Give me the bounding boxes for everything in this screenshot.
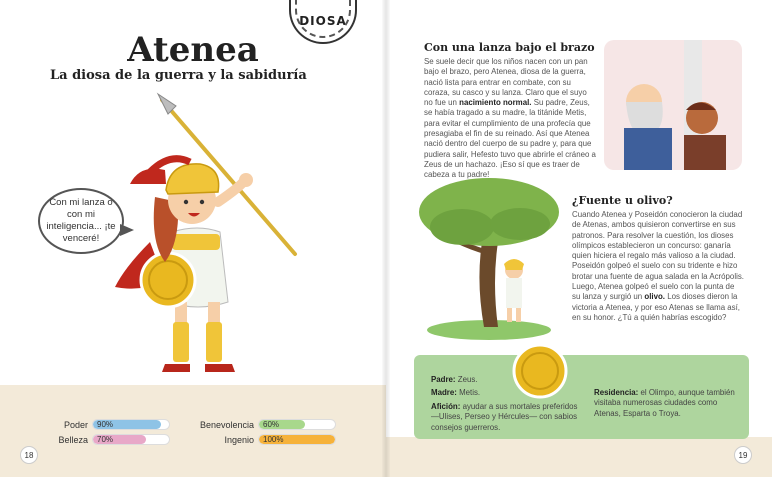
stat-label-benevolencia: Benevolencia <box>199 420 254 430</box>
section-text-lanza <box>424 57 596 181</box>
stat-label-belleza: Belleza <box>58 435 88 445</box>
left-footer-band <box>0 385 386 477</box>
athena-illustration <box>110 92 310 382</box>
section-heading-lanza: Con una lanza bajo el brazo <box>424 41 595 54</box>
page-number-right: 19 <box>734 446 752 464</box>
stat-fill-benevolencia: 60% <box>259 420 305 429</box>
fact-residencia-value: el Olimpo, aunque también visitaba numerosas ciudades como Atenas, Esparta o Troya. <box>594 388 735 418</box>
stat-bar-poder <box>92 419 170 430</box>
stat-bar-benevolencia <box>258 419 336 430</box>
section-text-fuente <box>572 210 744 323</box>
badge-label: DIOSA <box>299 14 347 28</box>
stat-fill-ingenio: 100% <box>259 435 335 444</box>
facts-box <box>414 355 749 439</box>
stat-label-poder: Poder <box>63 420 88 430</box>
badge-meander-border <box>295 0 351 38</box>
stat-bar-ingenio <box>258 434 336 445</box>
olive-tree-illustration <box>414 172 564 342</box>
fact-aficion-value: ayudar a sus mortales preferidos —Ulises, Perseo y Hércules— con sabios consejos guerreros. <box>431 402 578 432</box>
fact-residencia <box>594 388 742 419</box>
fuente-text-1: Cuando Atenea y Poseidón conocieron la ciudad de Atenas, ambos quisieron convertirse en sus patronos. Para resolver la cuestión, los dioses olímpicos establecieron un concurso: ganaría quien hiciera el regalo más valioso a la ciudad. Poseidón golpeó el suelo con su tridente e hizo brotar una fuente de agua salada en la Acrópolis. Luego, Atenea golpeó el suelo con la punta de su lanza y surgió un <box>572 210 744 302</box>
stat-fill-poder: 90% <box>93 420 161 429</box>
lanza-text-1: Se suele decir que los niños nacen con un pan bajo el brazo, pero Atenea, diosa de la guerra, nació lista para entrar en combate, con su coraza, su casco y su lanza. Claro que el suyo no fue un <box>424 57 588 108</box>
stat-label-ingenio: Ingenio <box>224 435 254 445</box>
fact-padre-label: Padre: <box>431 375 456 384</box>
fact-madre-value: Metis. <box>459 388 481 397</box>
right-footer-band <box>386 437 772 477</box>
speech-bubble: Con mi lanza o con mi inteligencia... ¡te venceré! <box>38 188 124 254</box>
fact-padre-value: Zeus. <box>457 375 478 384</box>
lanza-text-2: Su padre, Zeus, se había tragado a su madre, la titánide Metis, para evitar el cumplimiento de una profecía que presagiaba el fin de su reinado. Así que Atenea nació dentro del cuerpo de su padre y, para que pudiera salir, Hefesto tuvo que abrirle el cráneo a Zeus de un hachazo. ¡Eso sí que es traer de cabeza a tu padre! <box>424 98 596 180</box>
fuente-text-2: Los dioses dieron la victoria a Atenea, y por eso Atenas se llama así, en su honor. ¿Tú a quién habrías escogido? <box>572 292 740 322</box>
stat-bar-belleza <box>92 434 170 445</box>
right-page <box>386 0 772 477</box>
page-number-left: 18 <box>20 446 38 464</box>
zeus-hefesto-illustration <box>604 40 742 170</box>
speech-bubble-tail <box>120 224 134 236</box>
book-fold <box>382 0 390 477</box>
fact-aficion <box>431 402 581 433</box>
section-heading-fuente: ¿Fuente u olivo? <box>572 194 673 207</box>
stat-fill-belleza: 70% <box>93 435 146 444</box>
fact-residencia-label: Residencia: <box>594 388 639 397</box>
page-title: Atenea <box>127 30 259 70</box>
fact-madre-label: Madre: <box>431 388 457 397</box>
page-subtitle: La diosa de la guerra y la sabiduría <box>50 68 307 83</box>
gold-medallion <box>512 343 568 399</box>
fuente-text-bold: olivo. <box>644 292 665 302</box>
fact-aficion-label: Afición: <box>431 402 461 411</box>
lanza-text-bold: nacimiento normal. <box>459 98 532 108</box>
